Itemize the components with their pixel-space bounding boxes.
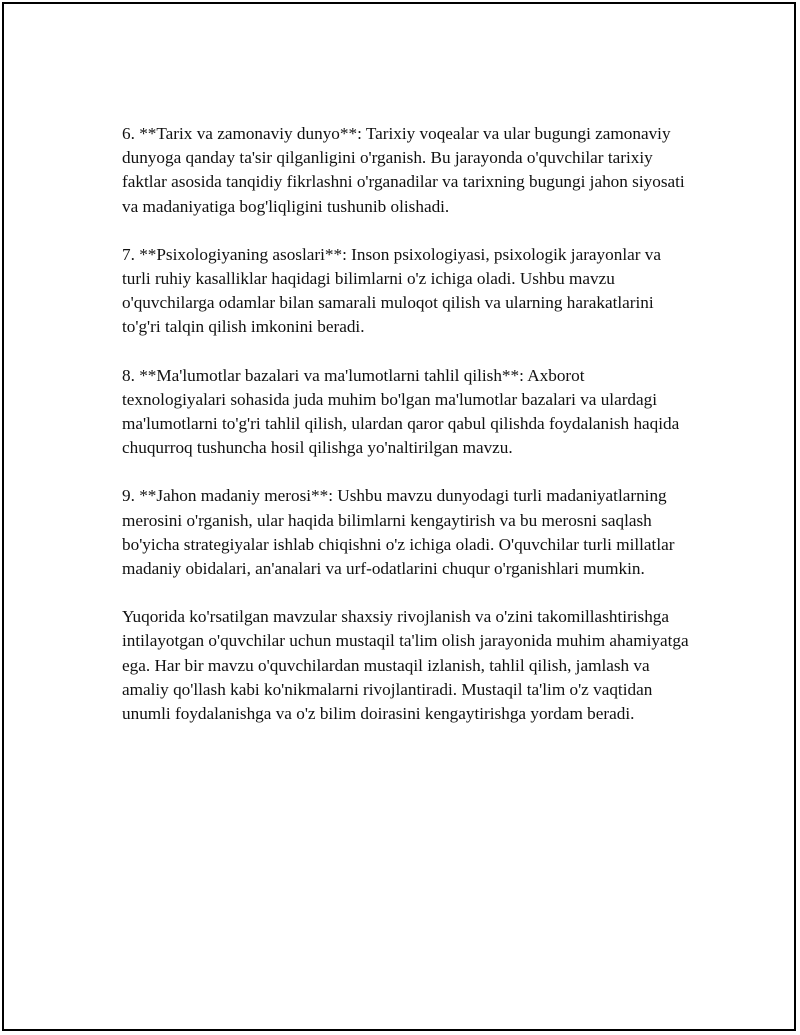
paragraph-topic-9: 9. **Jahon madaniy merosi**: Ushbu mavzu dunyodagi turli madaniyatlarning merosini o'rganish, ular haqida bilimlarni kengaytirish va bu merosni saqlash bo'yicha strategiyalar ishlab chiqishni o'z ichiga oladi. O'quvchilar turli millatlar madaniy obidalari, an'analari va urf-odatlarini chuqur o'rganishlari mumkin. (122, 486, 675, 579)
paragraph-topic-8: 8. **Ma'lumotlar bazalari va ma'lumotlarni tahlil qilish**: Axborot texnologiyalari sohasida juda muhim bo'lgan ma'lumotlar bazalari va ulardagi ma'lumotlarni to'g'ri tahlil qilish, ulardan qaror qabul qilishda foydalanish haqida chuqurroq tushuncha hosil qilishga yo'naltirilgan mavzu. (122, 365, 680, 458)
document-body (122, 122, 692, 726)
paragraph-conclusion: Yuqorida ko'rsatilgan mavzular shaxsiy rivojlanish va o'zini takomillashtirishga intilayotgan o'quvchilar uchun mustaqil ta'lim olish jarayonida muhim ahamiyatga ega. Har bir mavzu o'quvchilardan mustaqil izlanish, tahlil qilish, jamlash va amaliy qo'llash kabi ko'nikmalarni rivojlantiradi. Mustaqil ta'lim o'z vaqtidan unumli foydalanishga va o'z bilim doirasini kengaytirishga yordam beradi. (122, 607, 689, 724)
paragraph-topic-7: 7. **Psixologiyaning asoslari**: Inson psixologiyasi, psixologik jarayonlar va turli ruhiy kasalliklar haqidagi bilimlarni o'z ichiga oladi. Ushbu mavzu o'quvchilarga odamlar bilan samarali muloqot qilish va ularning harakatlarini to'g'ri talqin qilish imkonini beradi. (122, 244, 661, 337)
page-frame (2, 2, 796, 1031)
paragraph-topic-6: 6. **Tarix va zamonaviy dunyo**: Tarixiy voqealar va ular bugungi zamonaviy dunyoga qanday ta'sir qilganligini o'rganish. Bu jarayonda o'quvchilar tarixiy faktlar asosida tanqidiy fikrlashni o'rganadilar va tarixning bugungi jahon siyosati va madaniyatiga bog'liqligini tushunib olishadi. (122, 124, 685, 216)
